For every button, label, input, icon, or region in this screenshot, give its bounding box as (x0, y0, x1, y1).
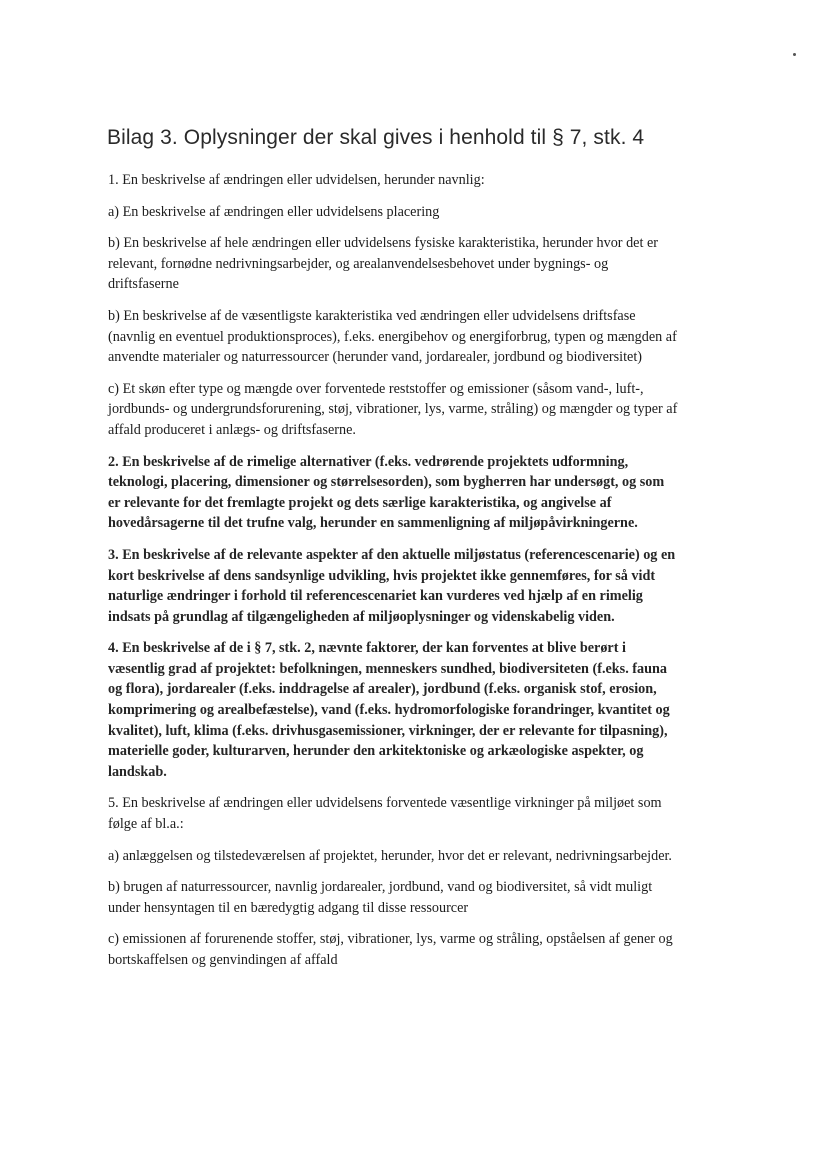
paragraph-2-alternatives: 2. En beskrivelse af de rimelige alternativer (f.eks. vedrørende projektets udformning, teknologi, placering, dimensioner og størrelsesorden), som bygherren har undersøgt, og som er relevante for det fremlagte projekt og dets særlige karakteristika, og angivelse af hovedårsagerne til det trufne valg, herunder en sammenligning af miljøpåvirkningerne. (108, 453, 665, 532)
paragraph-5c-emissions-waste: c) emissionen af forurenende stoffer, støj, vibrationer, lys, varme og stråling, opståelsen af gener og bortskaffelsen og genvindingen af affald (108, 931, 673, 968)
paragraph-1-intro: 1. En beskrivelse af ændringen eller udvidelsen, herunder navnlig: (108, 172, 485, 188)
paragraph-1b-operational-characteristics: b) En beskrivelse af de væsentligste karakteristika ved ændringen eller udvidelsens driftsfase (navnlig en eventuel produktionsproces), f.eks. energibehov og energiforbrug, typen og mængden af anvendte materialer og naturressourcer (herunder vand, jordarealer, jordbund og biodiversitet) (108, 307, 677, 366)
paragraph-4-factors: 4. En beskrivelse af de i § 7, stk. 2, nævnte faktorer, der kan forventes at blive berørt i væsentlig grad af projektet: befolkningen, menneskers sundhed, biodiversiteten (f.eks. fauna og flora), jordarealer (f.eks. inddragelse af arealer), jordbund (f.eks. organisk stof, erosion, komprimering og arealbefæstelse), vand (f.eks. hydromorfologiske forandringer, kvantitet og kvalitet), luft, klima (f.eks. drivhusgasemissioner, virkninger, der er relevante for tilpasning), materielle goder, kulturarven, herunder den arkitektoniske og arkæologiske aspekter, og landskab. (108, 640, 670, 780)
paragraph-3-environmental-status: 3. En beskrivelse af de relevante aspekter af den aktuelle miljøstatus (referencescenarie) og en kort beskrivelse af dens sandsynlige udvikling, hvis projektet ikke gennemføres, for så vidt naturlige ændringer i forhold til referencescenariet kan vurderes ved hjælp af en rimelig indsats på grundlag af tilgængeligheden af miljøoplysninger og videnskabelig viden. (108, 546, 676, 625)
scan-speck (793, 53, 796, 56)
paragraph-5b-natural-resources: b) brugen af naturressourcer, navnlig jordarealer, jordbund, vand og biodiversitet, så vidt muligt under hensyntagen til en bæredygtig adgang til disse ressourcer (108, 879, 653, 916)
paragraph-1b-physical-characteristics: b) En beskrivelse af hele ændringen eller udvidelsens fysiske karakteristika, herunder hvor det er relevant, fornødne nedrivningsarbejder, og arealanvendelsesbehovet under bygnings- og driftsfaserne (108, 235, 658, 293)
document-body (108, 170, 680, 982)
paragraph-5-effects-intro: 5. En beskrivelse af ændringen eller udvidelsens forventede væsentlige virkninger på miljøet som følge af bl.a.: (108, 795, 662, 833)
document-title: Bilag 3. Oplysninger der skal gives i henhold til § 7, stk. 4 (107, 126, 645, 149)
paragraph-5a-construction: a) anlæggelsen og tilstedeværelsen af projektet, herunder, hvor det er relevant, nedrivningsarbejder. (108, 847, 672, 864)
paragraph-1a-placement: a) En beskrivelse af ændringen eller udvidelsens placering (108, 203, 440, 220)
paragraph-1c-residues-emissions: c) Et skøn efter type og mængde over forventede reststoffer og emissioner (såsom vand-, luft-, jordbunds- og undergrundsforurening, støj, vibrationer, lys, varme, stråling) og mængder og typer af affald produceret i anlægs- og driftsfaserne. (108, 380, 678, 438)
